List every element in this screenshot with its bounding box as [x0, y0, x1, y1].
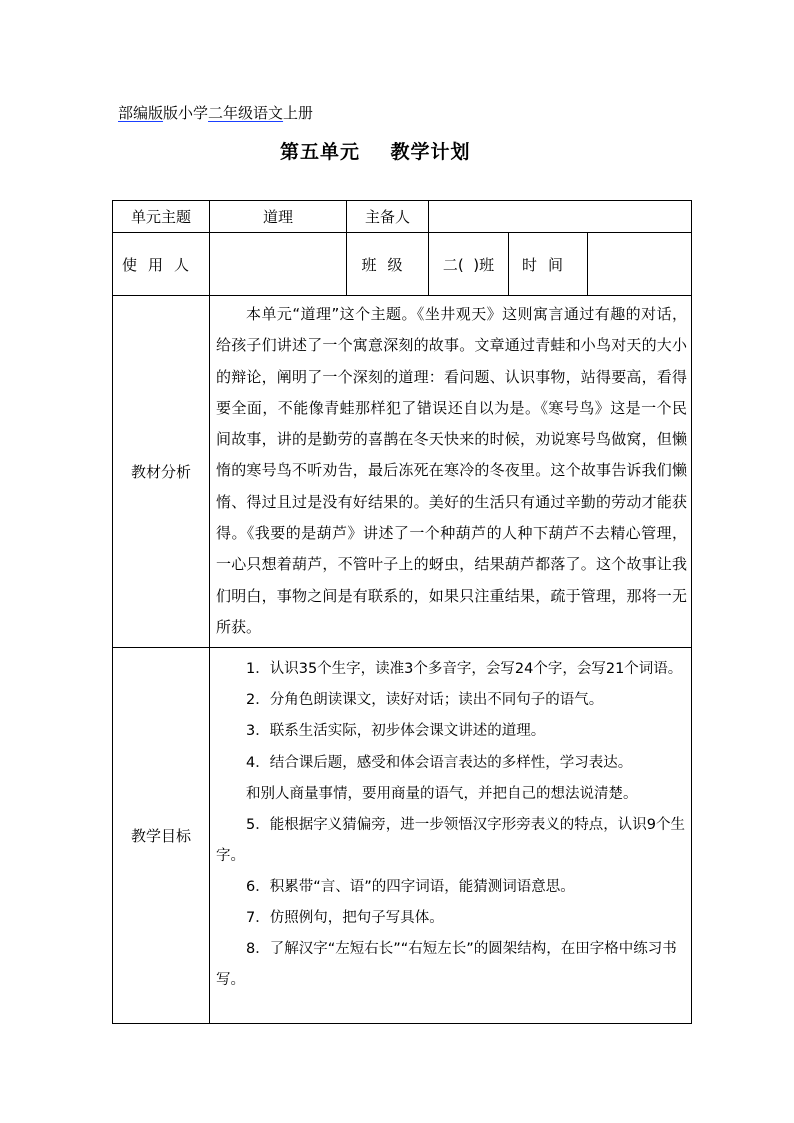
preparer-label: 主备人	[347, 201, 429, 233]
goals-label: 教学目标	[113, 648, 210, 1024]
goal-item: 3．联系生活实际，初步体会课文讲述的道理。	[246, 723, 546, 740]
header-volume: 上册	[283, 104, 314, 122]
header-publisher: 部编版	[118, 104, 164, 122]
table-row-user	[113, 233, 692, 296]
time-value	[588, 233, 692, 296]
teaching-plan-table	[112, 200, 692, 1024]
header-grade-subject: 二年级语文	[208, 104, 284, 122]
table-row-goals	[113, 648, 692, 1024]
user-value	[210, 233, 347, 296]
document-header	[118, 102, 313, 123]
goal-item: 6．积累带“言、语”的四字词语，能猜测词语意思。	[246, 878, 575, 895]
analysis-label: 教材分析	[113, 296, 210, 648]
goal-item: 和别人商量事情，要用商量的语气，并把自己的想法说清楚。	[246, 785, 638, 802]
page-title: 第五单元 教学计划	[280, 141, 471, 163]
analysis-text: 本单元“道理”这个主题。《坐井观天》这则寓言通过有趣的对话，给孩子们讲述了一个寓意深刻的故事。文章通过青蛙和小鸟对天的大小的辩论，阐明了一个深刻的道理：看问题、认识事物，站得要高，看得要全面，不能像青蛙那样犯了错误还自以为是。《寒号鸟》这是一个民间故事，讲的是勤劳的喜鹊在冬天快来的时候，劝说寒号鸟做窝，但懒惰的寒号鸟不听劝告，最后冻死在寒冷的冬夜里。这个故事告诉我们懒惰、得过且过是没有好结果的。美好的生活只有通过辛勤的劳动才能获得。《我要的是葫芦》讲述了一个种葫芦的人种下葫芦不去精心管理，一心只想着葫芦，不管叶子上的蚜虫，结果葫芦都落了。这个故事让我们明白，事物之间是有联系的，如果只注重结果，疏于管理，那将一无所获。	[216, 305, 688, 636]
class-value: 二( )班	[429, 233, 509, 296]
preparer-value	[429, 201, 692, 233]
unit-theme-value: 道理	[210, 201, 347, 233]
goal-item: 1．认识35个生字，读准3个多音字，会写24个字，会写21个词语。	[246, 661, 683, 678]
goal-item: 8．了解汉字“左短右长”“右短左长”的圆架结构，在田字格中练习书写。	[216, 941, 677, 989]
header-edition: 版小学	[163, 104, 209, 122]
goal-item: 7．仿照例句，把句子写具体。	[246, 910, 444, 927]
table-row-analysis	[113, 296, 692, 648]
user-label: 使用人	[113, 233, 210, 296]
class-label: 班级	[347, 233, 429, 296]
goal-item: 4．结合课后题，感受和体会语言表达的多样性，学习表达。	[246, 754, 633, 771]
goal-item: 2．分角色朗读课文，读好对话；读出不同句子的语气。	[246, 692, 604, 709]
unit-theme-label: 单元主题	[113, 201, 210, 233]
goal-item: 5．能根据字义猜偏旁，进一步领悟汉字形旁表义的特点，认识9个生字。	[216, 816, 685, 864]
analysis-cell	[210, 296, 692, 648]
table-row-theme	[113, 201, 692, 233]
time-label: 时间	[509, 233, 588, 296]
goals-cell	[210, 648, 692, 1024]
